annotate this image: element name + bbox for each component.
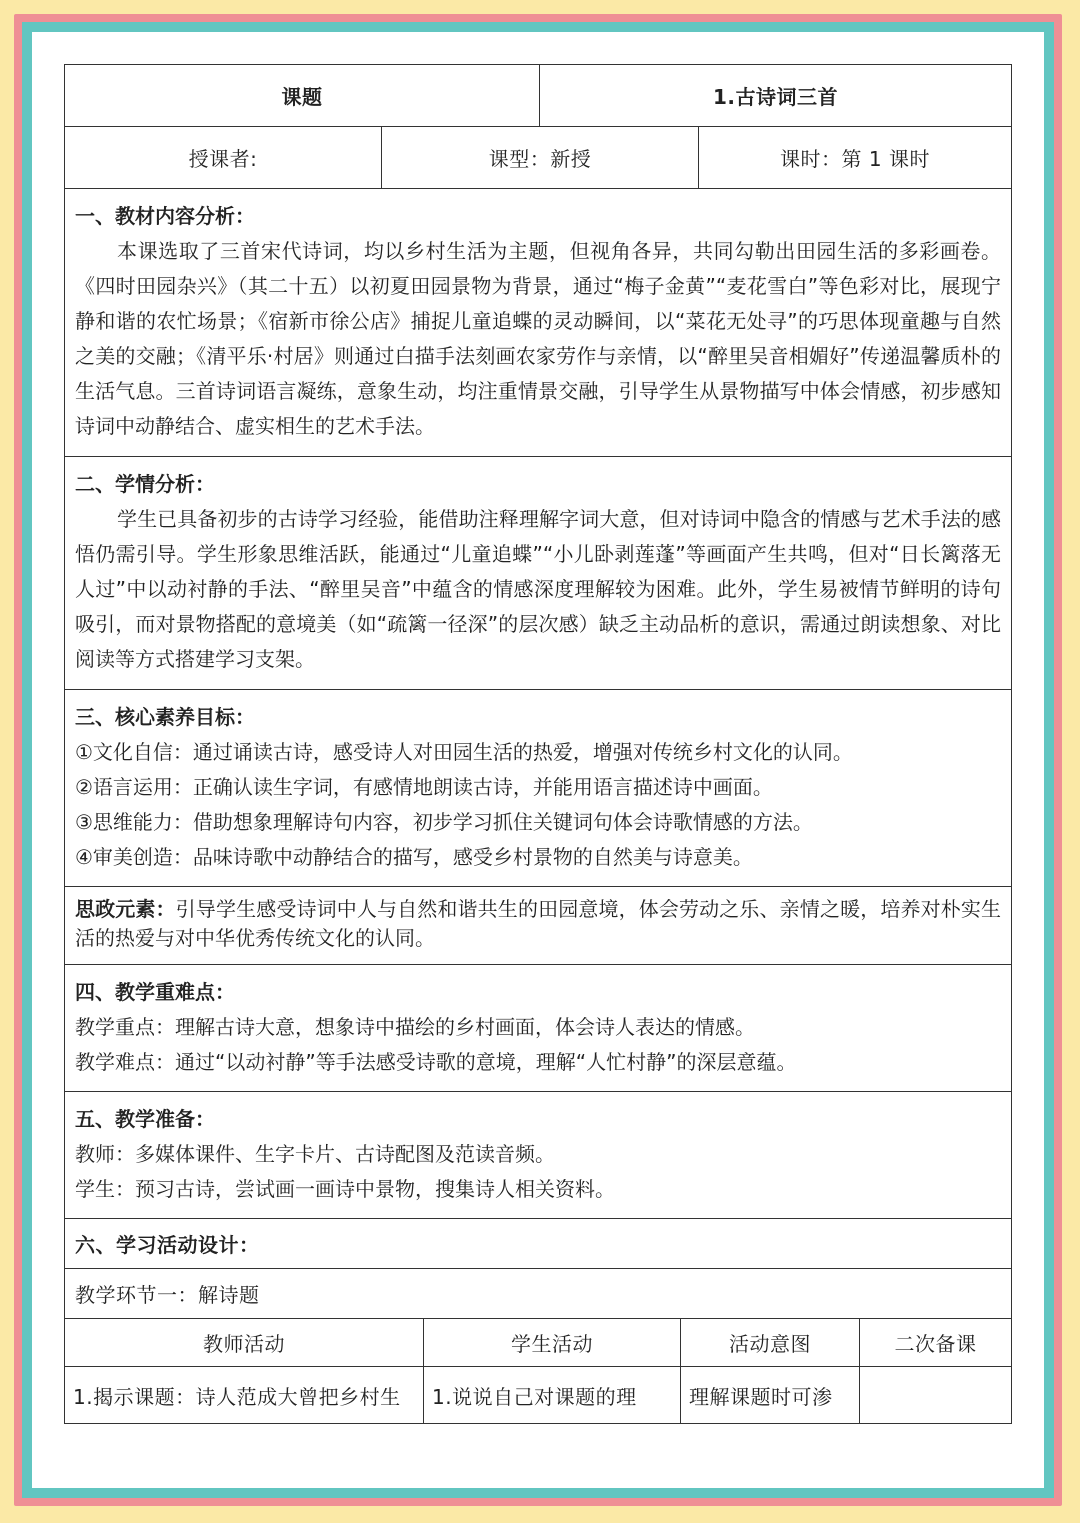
col-second-prep: 二次备课: [859, 1319, 1011, 1366]
section-student-analysis: [65, 457, 1011, 690]
section-text: 本课选取了三首宋代诗词，均以乡村生活为主题，但视角各异，共同勾勒出田园生活的多彩画卷。《四时田园杂兴》（其二十五）以初夏田园景物为背景，通过“梅子金黄”“麦花雪白”等色彩对比，展现宁静和谐的农忙场景；《宿新市徐公店》捕捉儿童追蝶的灵动瞬间，以“菜花无处寻”的巧思体现童趣与自然之美的交融；《清平乐·村居》则通过白描手法刻画农家劳作与亲情，以“醉里吴音相媚好”传递温馨质朴的生活气息。三首诗词语言凝练，意象生动，均注重情景交融，引导学生从景物描写中体会情感，初步感知诗词中动静结合、虚实相生的艺术手法。: [75, 239, 1001, 438]
difficult-point-item: 教学难点：通过“以动衬静”等手法感受诗歌的意境，理解“人忙村静”的深层意蕴。: [75, 1050, 797, 1074]
section-core-goals: [65, 690, 1011, 887]
teacher-activity-cell: 1.揭示课题：诗人范成大曾把乡村生: [73, 1384, 401, 1409]
ideological-label: 思政元素：: [75, 897, 176, 921]
lesson-plan-table: [64, 64, 1012, 1424]
activity-header-row: [65, 1319, 1011, 1367]
paper-sheet: [32, 32, 1044, 1488]
section-title: 二、学情分析：: [75, 472, 215, 496]
step-row: [65, 1269, 1011, 1319]
lesson-type-cell: 课型：新授: [381, 127, 698, 188]
second-prep-cell: [859, 1367, 1011, 1423]
intent-cell: 理解课题时可渗: [680, 1367, 859, 1423]
col-teacher-activity: 教师活动: [203, 1332, 285, 1356]
key-point-item: 教学重点：理解古诗大意，想象诗中描绘的乡村画面，体会诗人表达的情感。: [75, 1015, 755, 1039]
section-title: 五、教学准备：: [75, 1107, 215, 1131]
section-title: 一、教材内容分析：: [75, 204, 255, 228]
teacher-cell: 授课者:: [188, 147, 258, 171]
ideological-text: 引导学生感受诗词中人与自然和谐共生的田园意境，体会劳动之乐、亲情之暖，培养对朴实生活的热爱与对中华优秀传统文化的认同。: [75, 897, 1002, 950]
goal-item: ①文化自信：通过诵读古诗，感受诗人对田园生活的热爱，增强对传统乡村文化的认同。: [75, 740, 853, 764]
section-textbook-analysis: [65, 189, 1011, 457]
section-preparation: [65, 1092, 1011, 1219]
section-title: 四、教学重难点：: [75, 980, 235, 1004]
section-ideological: [65, 887, 1011, 965]
goal-item: ④审美创造：品味诗歌中动静结合的描写，感受乡村景物的自然美与诗意美。: [75, 845, 753, 869]
section-activity-design: [65, 1219, 1011, 1269]
section-text: 学生已具备初步的古诗学习经验，能借助注释理解字词大意，但对诗词中隐含的情感与艺术手法的感悟仍需引导。学生形象思维活跃，能通过“儿童追蝶”“小儿卧剥莲蓬”等画面产生共鸣，但对“日长篱落无人过”中以动衬静的手法、“醉里吴音”中蕴含的情感深度理解较为困难。此外，学生易被情节鲜明的诗句吸引，而对景物搭配的意境美（如“疏篱一径深”的层次感）缺乏主动品析的意识，需通过朗读想象、对比阅读等方式搭建学习支架。: [75, 507, 1001, 671]
section-title: 六、学习活动设计：: [75, 1233, 260, 1257]
section-title: 三、核心素养目标：: [75, 705, 255, 729]
col-student-activity: 学生活动: [423, 1319, 680, 1366]
prep-teacher: 教师：多媒体课件、生字卡片、古诗配图及范读音频。: [75, 1142, 555, 1166]
activity-row: [65, 1367, 1011, 1423]
topic-value: 1.古诗词三首: [539, 65, 1011, 126]
step-title: 教学环节一：解诗题: [75, 1283, 260, 1307]
goal-item: ②语言运用：正确认读生字词，有感情地朗读古诗，并能用语言描述诗中画面。: [75, 775, 773, 799]
student-activity-cell: 1.说说自己对课题的理: [423, 1367, 680, 1423]
info-row: [65, 127, 1011, 189]
lesson-hours-cell: 课时：第 1 课时: [698, 127, 1011, 188]
topic-row: [65, 65, 1011, 127]
prep-student: 学生：预习古诗，尝试画一画诗中景物，搜集诗人相关资料。: [75, 1177, 615, 1201]
section-key-points: [65, 965, 1011, 1092]
col-intent: 活动意图: [680, 1319, 859, 1366]
goal-item: ③思维能力：借助想象理解诗句内容，初步学习抓住关键词句体会诗歌情感的方法。: [75, 810, 813, 834]
topic-label: 课题: [281, 85, 323, 109]
